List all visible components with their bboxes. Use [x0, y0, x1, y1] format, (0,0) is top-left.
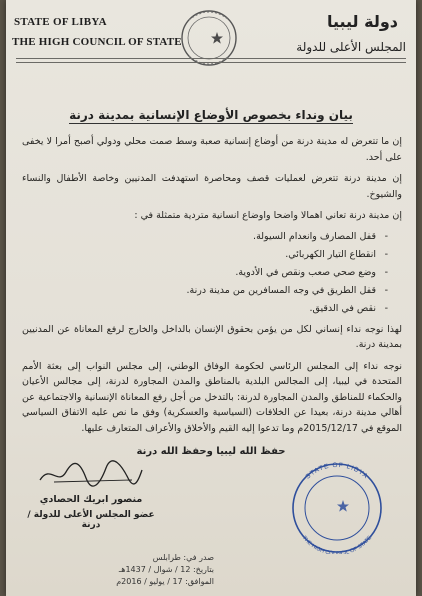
- issue-date-hijri: بتاريخ: 12 / شوال / 1437هـ: [118, 565, 214, 574]
- council-emblem-icon: [180, 6, 238, 78]
- paragraph-3: إن مدينة درنة تعاني اهمالا واضحا واوضاع انسانية متردية متمثلة في :: [134, 210, 402, 221]
- closing-line: حفظ الله ليبيا وحفظ الله درنة: [136, 446, 286, 457]
- list-item: - نقص في الدقيق.: [22, 302, 388, 316]
- list-item: - قفل الطريق في وجه المسافرين من مدينة درنة.: [22, 284, 388, 298]
- stamp-ring-bottom: THE HIGH COUNCIL OF STATE: [300, 535, 374, 554]
- svg-text:STATE OF LIBYA: [305, 462, 370, 481]
- list-item: - قفل المصارف وانعدام السيولة.: [22, 230, 388, 244]
- letterhead-english-line2: THE HIGH COUNCIL OF STATE: [12, 36, 182, 48]
- issues-list: [22, 230, 402, 316]
- statement-title: [6, 108, 416, 122]
- signature-block: [26, 460, 156, 530]
- statement-title-text: بيان ونداء بخصوص الأوضاع الإنسانية بمدينة درنة: [69, 108, 353, 122]
- list-item: - وضع صحي صعب ونقص في الأدوية.: [22, 266, 388, 280]
- signatory-role: عضو المجلس الأعلى للدولة / درنة: [27, 510, 155, 530]
- issue-place: صدر في: طرابلس: [152, 553, 214, 562]
- issue-date-gregorian: الموافق: 17 / يوليو / 2016م: [116, 577, 214, 586]
- list-item: - انقطاع التيار الكهربائي.: [22, 248, 388, 262]
- stamp-ring-top: STATE OF LIBYA: [304, 462, 370, 481]
- official-stamp: [282, 462, 392, 554]
- paragraph-1: إن ما تتعرض له مدينة درنة من أوضاع إنسانية صعبة وسط صمت محلي ودولي أصبح أمرا لا يخفى على أحد.: [22, 136, 402, 163]
- paragraph-5: نوجه نداء إلى المجلس الرئاسي لحكومة الوفاق الوطني، إلى مجلس النواب إلى بعثة الأمم المتحدة في ليبيا، إلى المجالس البلدية بالمناطق والمدن المجاورة لدرنة، إلى مجالس الأعيان والحكماء للمناطق والمدن المجاورة لدرنة: بالتدخل من أجل رفع المعاناة الإنسانية والاجتماعية عن أهالي مدينة درنة، بعيدا عن الخلافات (السياسية والعسكرية) وفق ما نص عليه الاتفاق السياسي الموقع في 2015/12/17م وما تدعوا إليه القيم والأخلاق والأعراف المتعارف عليها.: [22, 360, 402, 434]
- letterhead-english-line1: STATE OF LIBYA: [14, 16, 107, 28]
- paragraph-2: إن مدينة درنة تتعرض لعمليات قصف ومحاصرة استهدفت المدنيين وخاصة الأطفال والنساء والشيوخ.: [22, 173, 402, 200]
- letterhead-rule: [16, 58, 406, 59]
- letterhead-rule-double: [16, 62, 406, 63]
- paragraph-4: لهذا نوجه نداء إنساني لكل من يؤمن بحقوق الإنسان بالداخل والخارج لرفع المعاناة عن المدنيين بمدينة درنة.: [22, 323, 402, 350]
- statement-body: [22, 134, 402, 442]
- issue-reference: [74, 552, 214, 588]
- letter-page: [6, 0, 416, 596]
- handwritten-signature: [36, 460, 146, 488]
- letterhead-arabic-line1: دولة ليبيا: [326, 12, 398, 31]
- signatory-name: منصور ابريك الحصادي: [39, 494, 143, 505]
- svg-text:THE HIGH COUNCIL OF STATE: [301, 535, 374, 554]
- letterhead-arabic-line2: المجلس الأعلى للدولة: [296, 40, 406, 54]
